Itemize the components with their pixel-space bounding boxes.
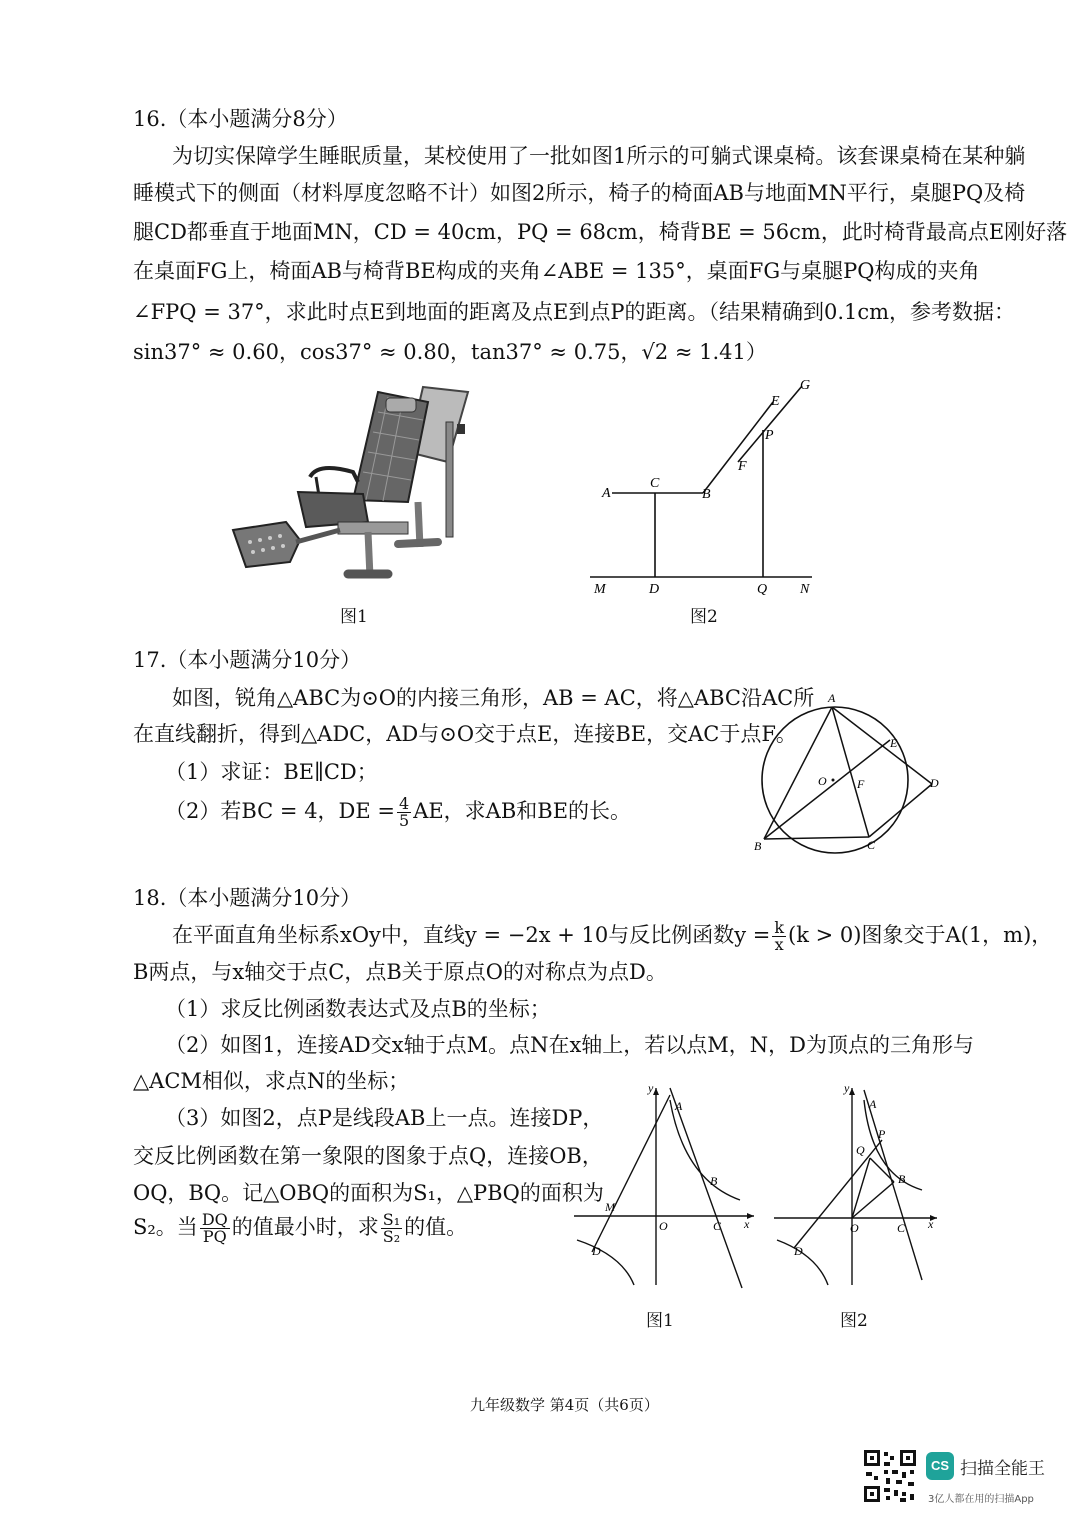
q18-f1-label-B: B bbox=[710, 1174, 718, 1188]
q16-fig2-caption: 图2 bbox=[690, 607, 718, 627]
q18-f2-label-y: y bbox=[844, 1081, 850, 1095]
q17-line-3: （1）求证：BE∥CD； bbox=[165, 760, 378, 784]
fig2-label-C: C bbox=[650, 476, 660, 491]
fig2-label-M: M bbox=[594, 582, 606, 597]
q16-heading: 16.（本小题满分8分） bbox=[133, 107, 348, 131]
cs-logo: CS bbox=[926, 1452, 954, 1480]
q16-line-5: ∠FPQ = 37°，求此时点E到地面的距离及点E到点P的距离。（结果精确到0.1cm，参考数据： bbox=[133, 300, 1016, 324]
q18-f1-label-M: M bbox=[605, 1200, 615, 1214]
q18-f1-label-y: y bbox=[648, 1081, 654, 1095]
q17-line-4: （2）若BC = 4，DE = $\frac{4}{5}$ AE，求AB和BE的长。 bbox=[165, 794, 632, 830]
q16-line-2: 睡模式下的侧面（材料厚度忽略不计）如图2所示，椅子的椅面AB与地面MN平行，桌腿PQ及椅 bbox=[133, 181, 1026, 205]
q18-line-2: B两点，与x轴交于点C，点B关于原点O的对称点为点D。 bbox=[133, 960, 667, 984]
q18-f1-label-A: A bbox=[675, 1099, 683, 1113]
q18-f2-label-P: P bbox=[878, 1127, 886, 1141]
q18-line-9: S₂。当 $\frac{DQ}{PQ}$ 的值最小时，求 $\frac{\text{S₁}}{\text{S₂}}$ 的值。 bbox=[133, 1210, 468, 1246]
q18-fig1-graph bbox=[572, 1080, 762, 1290]
q17-heading: 17.（本小题满分10分） bbox=[133, 648, 362, 672]
q16-fig2-diagram bbox=[590, 372, 820, 602]
q16-fig1-caption: 图1 bbox=[340, 607, 368, 627]
q17-label-A: A bbox=[828, 691, 836, 705]
fig2-label-F: F bbox=[738, 459, 747, 474]
q17-line-1: 如图，锐角△ABC为⊙O的内接三角形，AB = AC，将△ABC沿AC所 bbox=[172, 686, 815, 710]
fig2-label-P: P bbox=[765, 428, 774, 443]
fig2-label-N: N bbox=[800, 582, 810, 597]
q17-line-2: 在直线翻折，得到△ADC，AD与⊙O交于点E，连接BE，交AC于点F。 bbox=[133, 722, 797, 746]
fig2-label-B: B bbox=[702, 487, 711, 502]
q18-f1-label-O: O bbox=[659, 1219, 668, 1233]
page-footer: 九年级数学 第4页（共6页） bbox=[470, 1396, 659, 1414]
q18-heading: 18.（本小题满分10分） bbox=[133, 886, 362, 910]
q18-line-6: （3）如图2，点P是线段AB上一点。连接DP， bbox=[165, 1106, 604, 1130]
brand-tagline: 3亿人都在用的扫描App bbox=[928, 1494, 1034, 1505]
q18-line-3: （1）求反比例函数表达式及点B的坐标； bbox=[165, 997, 551, 1021]
q17-label-F: F bbox=[857, 777, 865, 791]
q16-line-4: 在桌面FG上，椅面AB与椅背BE构成的夹角∠ABE = 135°，桌面FG与桌腿PQ构成的夹角 bbox=[133, 259, 980, 283]
q17-label-E: E bbox=[890, 736, 898, 750]
q18-f2-label-O: O bbox=[850, 1221, 859, 1235]
q18-fig2-caption: 图2 bbox=[840, 1311, 868, 1331]
q17-circle-diagram bbox=[750, 688, 950, 858]
q18-line-1: 在平面直角坐标系xOy中，直线y = −2x + 10与反比例函数y = $\frac{k}{x}$ (k > 0)图象交于A(1，m)， bbox=[172, 918, 1053, 954]
q16-line-1: 为切实保障学生睡眠质量，某校使用了一批如图1所示的可躺式课桌椅。该套课桌椅在某种躺 bbox=[172, 144, 1026, 168]
q18-f2-label-D: D bbox=[794, 1244, 803, 1258]
fig2-label-A: A bbox=[602, 486, 611, 501]
q16-line-3: 腿CD都垂直于地面MN，CD = 40cm，PQ = 68cm，椅背BE = 56cm，此时椅背最高点E刚好落 bbox=[133, 220, 1068, 244]
q18-fig2-graph bbox=[772, 1080, 942, 1290]
brand-name: 扫描全能王 bbox=[960, 1459, 1045, 1479]
q18-f2-label-x: x bbox=[928, 1217, 934, 1231]
q18-f2-label-A: A bbox=[869, 1097, 877, 1111]
fig2-label-E: E bbox=[771, 394, 780, 409]
qr-code-icon bbox=[862, 1448, 918, 1504]
q17-label-C: C bbox=[867, 838, 876, 852]
q18-f1-label-D: D bbox=[592, 1244, 601, 1258]
q18-f2-label-C: C bbox=[897, 1221, 906, 1235]
fig2-label-G: G bbox=[800, 378, 811, 393]
q18-f1-label-x: x bbox=[744, 1217, 750, 1231]
q18-f1-label-C: C bbox=[713, 1219, 722, 1233]
q17-label-D: D bbox=[930, 776, 939, 790]
q18-line-5: △ACM相似，求点N的坐标； bbox=[133, 1069, 410, 1093]
q16-line-6: sin37° ≈ 0.60，cos37° ≈ 0.80，tan37° ≈ 0.75，√2 ≈ 1.41） bbox=[133, 340, 767, 364]
q18-f2-label-B: B bbox=[898, 1172, 906, 1186]
q18-fig1-caption: 图1 bbox=[646, 1311, 674, 1331]
fig2-label-D: D bbox=[649, 582, 660, 597]
q18-f2-label-Q: Q bbox=[856, 1143, 865, 1157]
q17-label-O: O bbox=[818, 774, 827, 788]
q18-line-4: （2）如图1，连接AD交x轴于点M。点N在x轴上，若以点M，N，D为顶点的三角形与 bbox=[165, 1033, 974, 1057]
q17-label-B: B bbox=[754, 839, 762, 853]
q18-line-7: 交反比例函数在第一象限的图象于点Q，连接OB， bbox=[133, 1144, 603, 1168]
q18-line-8: OQ，BQ。记△OBQ的面积为S₁，△PBQ的面积为 bbox=[133, 1181, 604, 1205]
reclining-chair-photo bbox=[228, 382, 478, 594]
fig2-label-Q: Q bbox=[757, 582, 768, 597]
